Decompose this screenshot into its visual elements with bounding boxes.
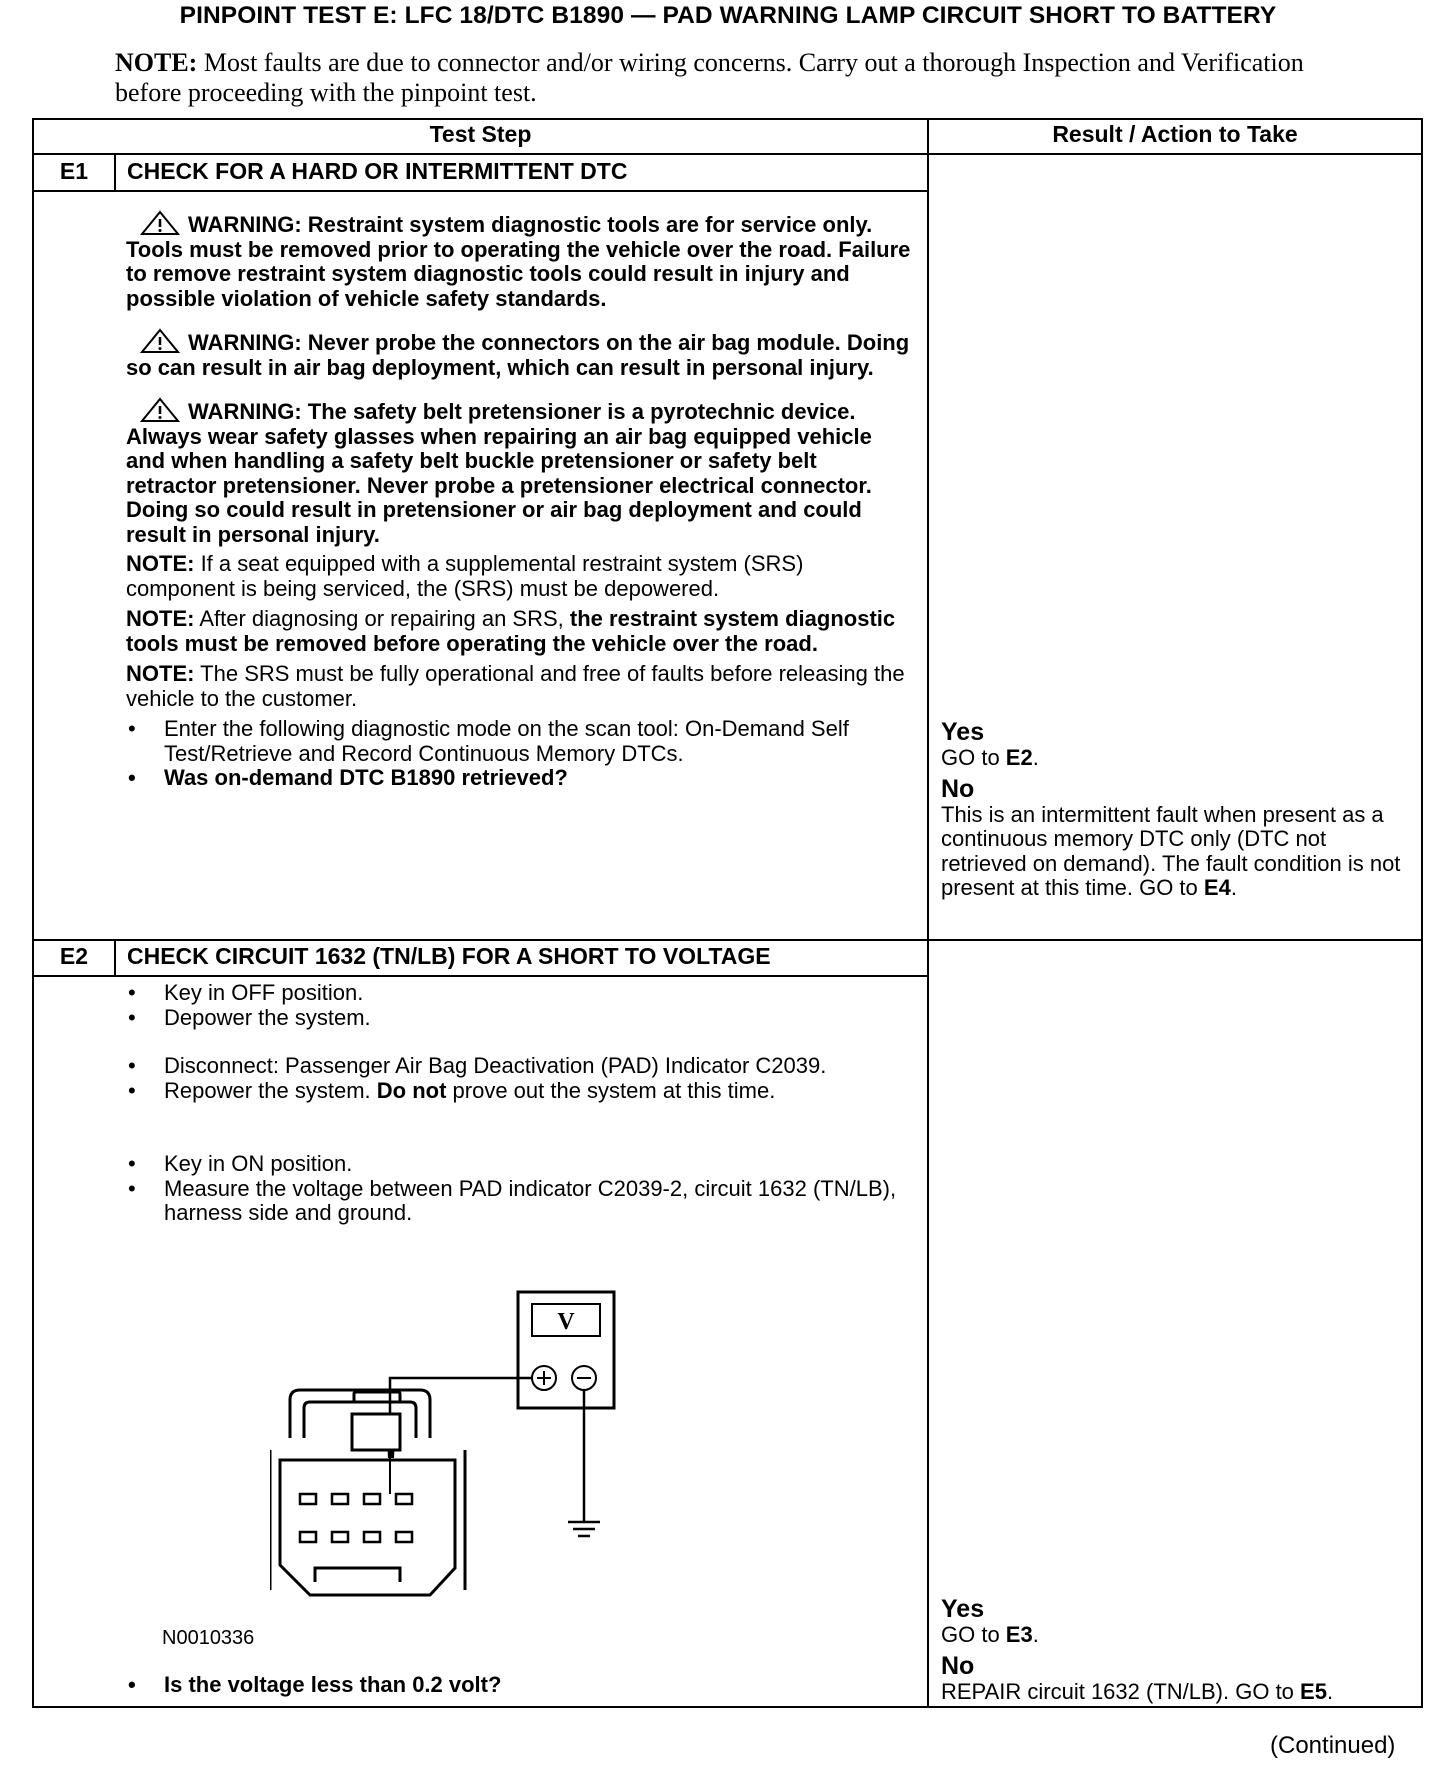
step-e1-body [126,210,911,791]
step-id: E1 [59,158,89,184]
step-bullets [126,1152,911,1226]
step-e1-result [941,718,1416,901]
result-yes-action: GO to E2. [941,745,1039,770]
note [126,662,911,711]
result-yes-text: GO to [941,1622,1006,1647]
step-bullets [126,1054,911,1103]
column-divider [927,118,929,1708]
step-bullets [126,717,911,791]
step-e2-question [126,1673,911,1698]
result-no-action: REPAIR circuit 1632 (TN/LB). GO to E5. [941,1678,1334,1704]
column-header-result: Result / Action to Take [1052,121,1298,147]
note-text: If a seat equipped with a supplemental restraint system (SRS) component is being serviced, the (SRS) must be depowered. [126,551,804,601]
list-item: • Measure the voltage between PAD indicator C2039-2, circuit 1632 (TN/LB), harness side and ground. [126,1177,911,1226]
list-item: • Repower the system. Do not prove out the system at this time. [126,1079,911,1104]
top-note-text: Most faults are due to connector and/or wiring concerns. Carry out a thorough Inspection and Verification before proceeding with the pinpoint test. [115,48,1304,107]
note-label: NOTE: [126,661,195,686]
warning-triangle-icon [140,328,180,354]
do-not-emphasis: Do not [376,1077,447,1103]
list-item: • Depower the system. [126,1006,911,1031]
result-yes-label: Yes [941,1595,985,1623]
step-title: CHECK CIRCUIT 1632 (TN/LB) FOR A SHORT TO VOLTAGE [127,943,771,969]
warning-text: WARNING: Restraint system diagnostic tools are for service only. Tools must be removed prior to operating the vehicle over the road. Failure to remove restraint system diagnostic tools could result in injury and possible violation of vehicle safety standards. [126,212,911,311]
voltage-measurement-diagram [270,1290,630,1610]
result-no-target: E5 [1300,1678,1327,1704]
result-no-label: No [941,774,975,803]
step-bullets [126,1673,911,1698]
continued-label: (Continued) [1270,1732,1396,1759]
header-divider [32,153,1423,155]
warning-triangle-icon [140,397,180,423]
note [126,607,911,656]
list-item: • Key in ON position. [126,1152,911,1177]
ground-icon [568,1522,600,1536]
row-divider [32,975,929,977]
step-title: CHECK FOR A HARD OR INTERMITTENT DTC [127,158,628,184]
step-e2-result [941,1595,1416,1704]
step-e2-body [126,981,911,1226]
result-yes-target: E2 [1005,745,1033,770]
warning-text: WARNING: Never probe the connectors on the air bag module. Doing so can result in air bag deployment, which can result in personal injury. [126,330,910,380]
note-text: The SRS must be fully operational and free of faults before releasing the vehicle to the customer. [126,661,905,711]
note [126,552,911,601]
column-header-test-step: Test Step [429,121,532,147]
result-yes-text: GO to [941,745,1006,770]
list-item: • Disconnect: Passenger Air Bag Deactivation (PAD) Indicator C2039. [126,1054,911,1079]
step-bullets [126,981,911,1030]
result-no-text: REPAIR circuit 1632 (TN/LB). GO to [941,1678,1301,1704]
note-text: After diagnosing or repairing an SRS, [194,606,570,631]
pad-connector-c2039 [270,1390,465,1595]
result-no-action: This is an intermittent fault when present as a continuous memory DTC only (DTC not retrieved on demand). The fault condition is not present at this time. GO to E4. [941,801,1401,900]
warning-text: WARNING: The safety belt pretensioner is a pyrotechnic device. Always wear safety glasses when repairing an air bag equipped vehicle and when handling a safety belt buckle pretensioner or safety belt retractor pretensioner. Never probe a pretensioner electrical connector. Doing so could result in pretensioner or air bag deployment and could result in personal injury. [126,399,872,547]
step-id: E2 [59,943,89,969]
result-yes-action: GO to E3. [941,1622,1039,1647]
top-note [115,48,1365,108]
row-divider [32,939,1423,941]
result-yes-target: E3 [1005,1622,1033,1647]
warning-block [126,328,911,380]
list-item-question: • Was on-demand DTC B1890 retrieved? [126,766,911,791]
result-no-label: No [941,1651,975,1680]
figure-id: N0010336 [162,1627,255,1649]
result-yes-label: Yes [941,718,985,746]
note-label: NOTE: [126,606,195,631]
warning-block [126,397,911,547]
list-item: • Enter the following diagnostic mode on the scan tool: On-Demand Self Test/Retrieve and Record Continuous Memory DTCs. [126,717,911,766]
warning-block [126,210,911,311]
result-no-target: E4 [1203,875,1231,900]
page-title: PINPOINT TEST E: LFC 18/DTC B1890 — PAD WARNING LAMP CIRCUIT SHORT TO BATTERY [179,2,1277,29]
list-item: • Key in OFF position. [126,981,911,1006]
top-note-label: NOTE: [115,48,198,77]
step-id-divider [114,154,116,191]
row-divider [32,190,929,192]
warning-triangle-icon [140,210,180,236]
list-item-question: • Is the voltage less than 0.2 volt? [126,1673,911,1698]
note-label: NOTE: [126,551,195,576]
step-id-divider [114,940,116,976]
result-no-text: This is an intermittent fault when present as a continuous memory DTC only (DTC not retrieved on demand). The fault condition is not present at this time. GO to [941,801,1401,900]
voltmeter-label: V [557,1309,575,1335]
note-emphasis: the restraint system diagnostic tools must be removed before operating the vehicle over the road. [126,606,896,656]
